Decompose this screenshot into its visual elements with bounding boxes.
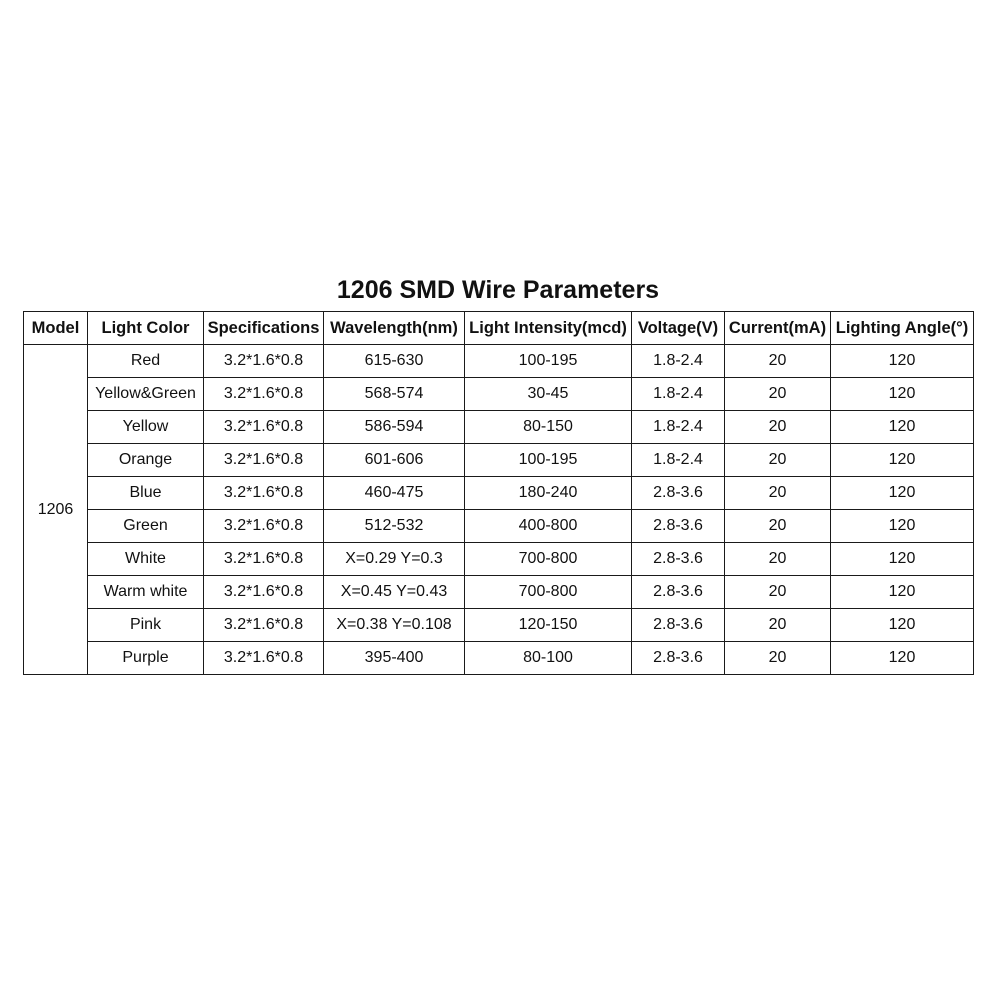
- cell-wavelength: X=0.38 Y=0.108: [324, 609, 465, 642]
- cell-lighting-angle: 120: [831, 411, 974, 444]
- cell-specifications: 3.2*1.6*0.8: [204, 444, 324, 477]
- header-specifications: Specifications: [204, 312, 324, 345]
- cell-wavelength: X=0.45 Y=0.43: [324, 576, 465, 609]
- table-row: [24, 378, 974, 411]
- table-row: [24, 609, 974, 642]
- cell-specifications: 3.2*1.6*0.8: [204, 510, 324, 543]
- cell-current: 20: [725, 543, 831, 576]
- cell-light-color: Pink: [88, 609, 204, 642]
- cell-voltage: 2.8-3.6: [632, 543, 725, 576]
- cell-wavelength: 601-606: [324, 444, 465, 477]
- cell-wavelength: 395-400: [324, 642, 465, 675]
- cell-light-color: Yellow: [88, 411, 204, 444]
- cell-lighting-angle: 120: [831, 642, 974, 675]
- cell-wavelength: 615-630: [324, 345, 465, 378]
- cell-wavelength: 568-574: [324, 378, 465, 411]
- cell-light-intensity: 700-800: [465, 543, 632, 576]
- cell-specifications: 3.2*1.6*0.8: [204, 378, 324, 411]
- cell-light-intensity: 80-150: [465, 411, 632, 444]
- cell-voltage: 1.8-2.4: [632, 444, 725, 477]
- table-row: [24, 411, 974, 444]
- header-current: Current(mA): [725, 312, 831, 345]
- cell-specifications: 3.2*1.6*0.8: [204, 411, 324, 444]
- cell-lighting-angle: 120: [831, 510, 974, 543]
- header-light-color: Light Color: [88, 312, 204, 345]
- table-row: [24, 543, 974, 576]
- cell-lighting-angle: 120: [831, 444, 974, 477]
- cell-lighting-angle: 120: [831, 345, 974, 378]
- cell-specifications: 3.2*1.6*0.8: [204, 642, 324, 675]
- cell-light-intensity: 100-195: [465, 444, 632, 477]
- table-header-row: [24, 312, 974, 345]
- cell-specifications: 3.2*1.6*0.8: [204, 576, 324, 609]
- cell-voltage: 1.8-2.4: [632, 345, 725, 378]
- cell-lighting-angle: 120: [831, 576, 974, 609]
- table-row: [24, 576, 974, 609]
- cell-light-color: White: [88, 543, 204, 576]
- page-title: 1206 SMD Wire Parameters: [336, 276, 660, 304]
- cell-light-color: Green: [88, 510, 204, 543]
- cell-light-color: Yellow&Green: [88, 378, 204, 411]
- cell-lighting-angle: 120: [831, 609, 974, 642]
- cell-lighting-angle: 120: [831, 543, 974, 576]
- cell-wavelength: 586-594: [324, 411, 465, 444]
- cell-light-intensity: 700-800: [465, 576, 632, 609]
- table-row: [24, 444, 974, 477]
- cell-current: 20: [725, 477, 831, 510]
- cell-voltage: 2.8-3.6: [632, 576, 725, 609]
- table-row: [24, 477, 974, 510]
- cell-voltage: 1.8-2.4: [632, 378, 725, 411]
- cell-wavelength: 460-475: [324, 477, 465, 510]
- cell-light-intensity: 120-150: [465, 609, 632, 642]
- cell-lighting-angle: 120: [831, 477, 974, 510]
- cell-light-color: Orange: [88, 444, 204, 477]
- cell-wavelength: 512-532: [324, 510, 465, 543]
- cell-light-intensity: 100-195: [465, 345, 632, 378]
- table-row: [24, 345, 974, 378]
- header-voltage: Voltage(V): [632, 312, 725, 345]
- table-row: [24, 642, 974, 675]
- cell-current: 20: [725, 609, 831, 642]
- cell-current: 20: [725, 378, 831, 411]
- cell-light-color: Purple: [88, 642, 204, 675]
- cell-light-color: Red: [88, 345, 204, 378]
- cell-light-intensity: 30-45: [465, 378, 632, 411]
- cell-current: 20: [725, 345, 831, 378]
- cell-voltage: 2.8-3.6: [632, 510, 725, 543]
- cell-current: 20: [725, 510, 831, 543]
- cell-lighting-angle: 120: [831, 378, 974, 411]
- cell-specifications: 3.2*1.6*0.8: [204, 477, 324, 510]
- cell-voltage: 2.8-3.6: [632, 477, 725, 510]
- cell-specifications: 3.2*1.6*0.8: [204, 345, 324, 378]
- header-model: Model: [24, 312, 88, 345]
- cell-current: 20: [725, 411, 831, 444]
- header-wavelength: Wavelength(nm): [324, 312, 465, 345]
- cell-light-intensity: 180-240: [465, 477, 632, 510]
- cell-light-color: Warm white: [88, 576, 204, 609]
- table-row: [24, 510, 974, 543]
- model-cell: 1206: [24, 345, 88, 675]
- cell-current: 20: [725, 642, 831, 675]
- cell-wavelength: X=0.29 Y=0.3: [324, 543, 465, 576]
- cell-voltage: 1.8-2.4: [632, 411, 725, 444]
- parameters-table: [23, 311, 974, 675]
- cell-specifications: 3.2*1.6*0.8: [204, 609, 324, 642]
- cell-light-intensity: 400-800: [465, 510, 632, 543]
- cell-voltage: 2.8-3.6: [632, 609, 725, 642]
- header-lighting-angle: Lighting Angle(°): [831, 312, 974, 345]
- cell-current: 20: [725, 444, 831, 477]
- header-light-intensity: Light Intensity(mcd): [465, 312, 632, 345]
- cell-voltage: 2.8-3.6: [632, 642, 725, 675]
- cell-current: 20: [725, 576, 831, 609]
- cell-light-color: Blue: [88, 477, 204, 510]
- cell-light-intensity: 80-100: [465, 642, 632, 675]
- cell-specifications: 3.2*1.6*0.8: [204, 543, 324, 576]
